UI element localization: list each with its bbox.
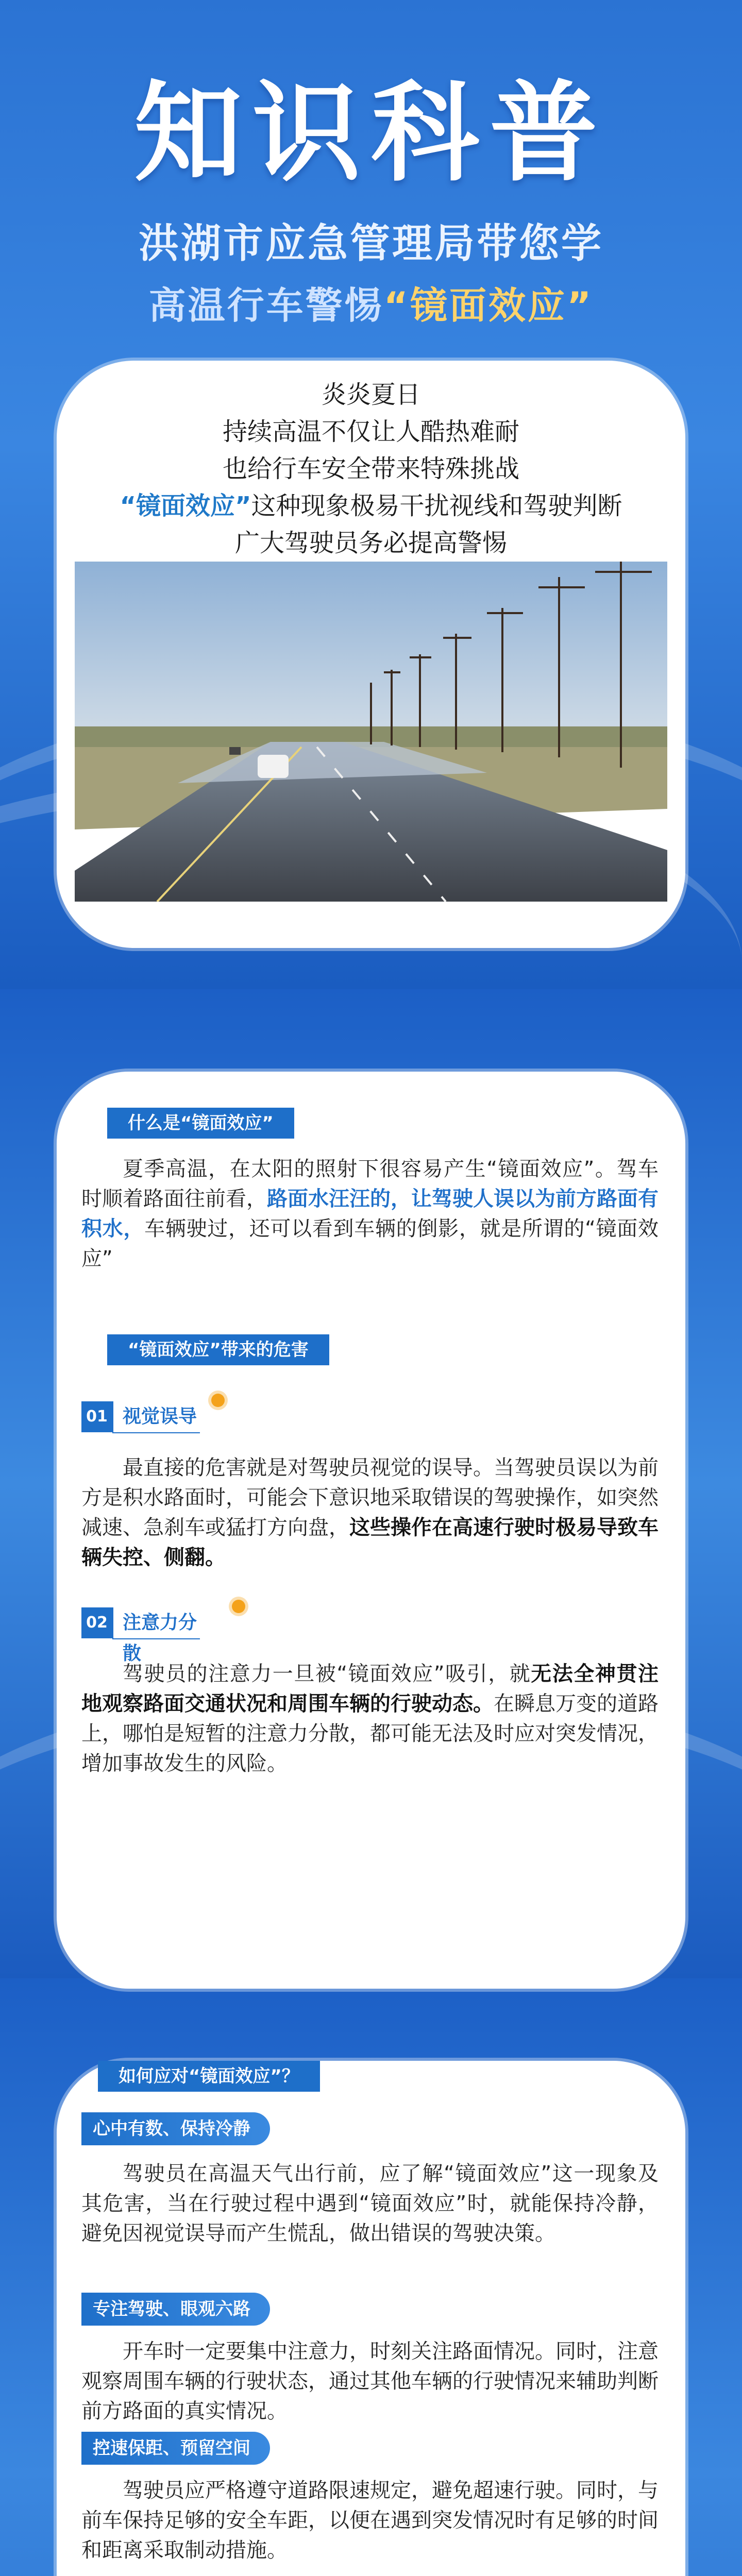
- intro-text: [57, 376, 685, 562]
- harm-text-a: 驾驶员的注意力一旦被“镜面效应”吸引，就: [123, 1662, 531, 1686]
- intro-highlight: “镜面效应”: [120, 492, 251, 520]
- cope-paragraph: 驾驶员在高温天气出行前，应了解“镜面效应”这一现象及其危害，当在行驶过程中遇到“镜面效应”时，就能保持冷静，避免因视觉误导而产生慌乱，做出错误的驾驶决策。: [81, 2162, 659, 2245]
- subtitle-topic: [0, 276, 742, 329]
- section-tag-cope: 如何应对“镜面效应”？: [98, 2061, 320, 2092]
- intro-line: 也给行车安全带来特殊挑战: [222, 454, 519, 483]
- cope-paragraph: 开车时一定要集中注意力，时刻关注路面情况。同时，注意观察周围车辆的行驶状态，通过其他车辆的行驶情况来辅助判断前方路面的真实情况。: [81, 2340, 659, 2423]
- intro-line-rest: 这种现象极易干扰视线和驾驶判断: [251, 492, 622, 520]
- intro-line: [57, 487, 685, 524]
- section-tag-harm: “镜面效应”带来的危害: [107, 1334, 329, 1365]
- cope-item-label: 心中有数、保持冷静: [81, 2112, 270, 2145]
- intro-line: 持续高温不仅让人酷热难耐: [222, 417, 519, 446]
- subtitle-topic-highlight: “镜面效应”: [383, 284, 594, 327]
- what-text-highlight: 路面水汪汪的，让驾驶人误以为前方路面有积水，: [81, 1187, 659, 1241]
- section-tag-what: 什么是“镜面效应”: [107, 1108, 294, 1139]
- harm-paragraph: [81, 1659, 659, 1778]
- cope-paragraph: 驾驶员应严格遵守道路限速规定，避免超速行驶。同时，与前车保持足够的安全车距，以便在遇到突发情况时有足够的时间和距离采取制动措施。: [81, 2479, 659, 2562]
- harm-text-b: 在瞬息万变的道路上，哪怕是短暂的注意力分散，都可能无法及时应对突发情况，增加事故发生的风险。: [81, 1692, 659, 1775]
- what-text-b: 车辆驶过，还可以看到车辆的倒影，就是所谓的“镜面效应”: [81, 1217, 659, 1270]
- cope-item-label: 专注驾驶、眼观六路: [81, 2293, 270, 2326]
- harm-item-number: 01: [81, 1401, 112, 1432]
- intro-line: 炎炎夏日: [321, 380, 420, 409]
- cope-item-label: 控速保距、预留空间: [81, 2432, 270, 2465]
- intro-line: 广大驾驶员务必提高警惕: [234, 529, 507, 557]
- subtitle-issuer: 洪湖市应急管理局带您学: [138, 221, 603, 267]
- what-text-a: 夏季高温，在太阳的照射下很容易产生“镜面效应”。驾车时顺着路面往前看，: [81, 1157, 659, 1211]
- harm-text-bold: 这些操作在高速行驶时极易导致车辆失控、侧翻。: [81, 1516, 659, 1569]
- harm-item-number: 02: [81, 1607, 112, 1638]
- road-illustration: [75, 562, 667, 902]
- sun-icon: [211, 1394, 225, 1407]
- harm-text-a: 最直接的危害就是对驾驶员视觉的误导。当驾驶员误以为前方是积水路面时，可能会下意识地采取错误的驾驶操作，如突然减速、急刹车或猛打方向盘，: [81, 1456, 659, 1539]
- harm-item-label: 视觉误导: [112, 1401, 200, 1433]
- harm-text-bold: 无法全神贯注地观察路面交通状况和周围车辆的行驶动态。: [81, 1662, 659, 1716]
- harm-item-label: 注意力分散: [112, 1607, 200, 1639]
- subtitle-topic-prefix: 高温行车警惕: [148, 284, 384, 327]
- harm-paragraph: [81, 1453, 659, 1572]
- what-paragraph: [81, 1154, 659, 1274]
- sun-icon: [232, 1600, 245, 1613]
- page-title: 知识科普: [133, 70, 608, 196]
- road-mirage-photo: [75, 562, 667, 902]
